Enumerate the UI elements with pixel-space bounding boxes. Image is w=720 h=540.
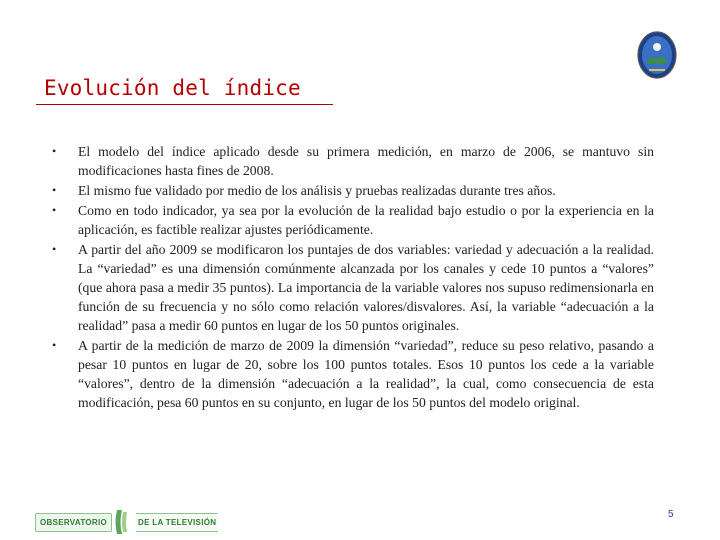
bullet-item: [52, 142, 654, 180]
bullet-text: A partir del año 2009 se modificaron los puntajes de dos variables: variedad y adecuación a la realidad. La “variedad” es una dimensión comúnmente alcanzada por los canales y cede 10 puntos a “valores” (que ahora pasa a medir 35 puntos). La importancia de la variable valores nos supuso redimensionarla en función de su frecuencia y no sólo como relación valores/disvalores. Así, la variable “adecuación a la realidad” pasa a medir 60 puntos en lugar de los 50 puntos originales.: [78, 242, 654, 333]
logo-text-left: OBSERVATORIO: [35, 513, 112, 532]
bullet-text: El mismo fue validado por medio de los análisis y pruebas realizadas durante tres años.: [78, 183, 556, 198]
bullet-marker: •: [52, 338, 57, 352]
title-underline: [36, 104, 333, 105]
bullet-list: [0, 142, 720, 413]
page-number: 5: [668, 509, 674, 520]
bullet-marker: •: [52, 242, 57, 256]
bullet-item: [52, 336, 654, 412]
bullet-marker: •: [52, 183, 57, 197]
bullet-marker: •: [52, 203, 57, 217]
bullet-text: El modelo del índice aplicado desde su primera medición, en marzo de 2006, se mantuvo sin modificaciones hasta fines de 2008.: [78, 144, 654, 178]
bullet-item: [52, 201, 654, 239]
bullet-marker: •: [52, 144, 57, 158]
tv-logo-mark-icon: [113, 508, 135, 536]
institution-seal-icon: [636, 30, 678, 80]
footer-logo: [35, 507, 218, 537]
slide-title: Evolución del índice: [44, 76, 301, 100]
bullet-item: [52, 181, 654, 200]
bullet-text: A partir de la medición de marzo de 2009 la dimensión “variedad”, reduce su peso relativo, pasando a pesar 10 puntos en lugar de 20, sobre los 100 puntos totales. Esos 10 puntos los cede a la variable “valores”, dentro de la dimensión “adecuación a la realidad”, la cual, como consecuencia de esta modificación, pesa 60 puntos en su conjunto, en lugar de los 50 puntos del modelo original.: [78, 338, 654, 410]
bullet-text: Como en todo indicador, ya sea por la evolución de la realidad bajo estudio o por la experiencia en la aplicación, es factible realizar ajustes periódicamente.: [78, 203, 654, 237]
logo-text-right: DE LA TELEVISIÓN: [136, 513, 218, 532]
bullet-item: [52, 240, 654, 335]
